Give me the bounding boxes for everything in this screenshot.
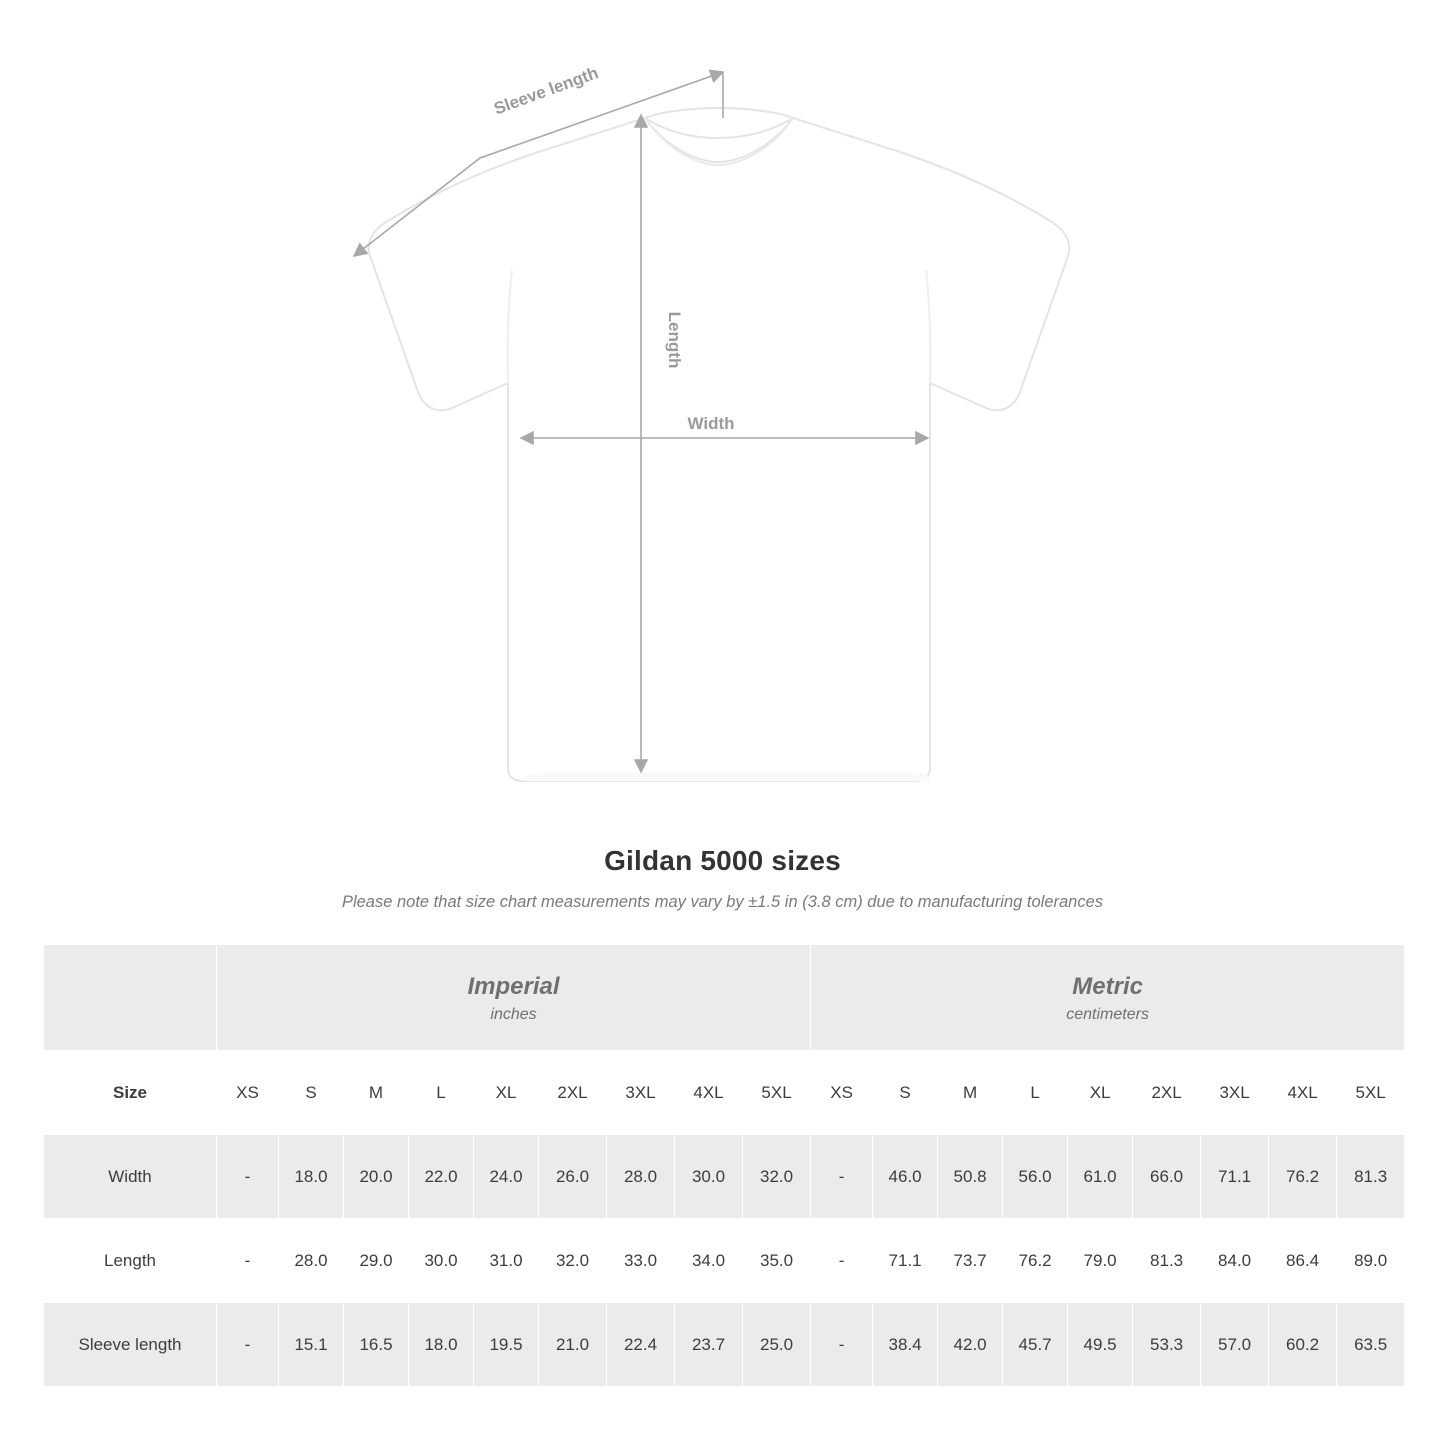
width-metric-m: 50.8: [938, 1135, 1003, 1219]
width-imperial-3xl: 28.0: [607, 1135, 675, 1219]
size-header-metric-m: M: [938, 1051, 1003, 1135]
sleeve-imperial-xs: -: [217, 1303, 279, 1387]
width-imperial-4xl: 30.0: [675, 1135, 743, 1219]
size-header-imperial-m: M: [344, 1051, 409, 1135]
length-metric-s: 71.1: [873, 1219, 938, 1303]
length-imperial-xl: 31.0: [474, 1219, 539, 1303]
width-metric-5xl: 81.3: [1337, 1135, 1405, 1219]
table-row: [44, 1135, 1405, 1219]
sleeve-metric-s: 38.4: [873, 1303, 938, 1387]
unit-metric-cell: [811, 945, 1405, 1051]
length-imperial-xs: -: [217, 1219, 279, 1303]
length-imperial-l: 30.0: [409, 1219, 474, 1303]
sleeve-imperial-4xl: 23.7: [675, 1303, 743, 1387]
length-imperial-s: 28.0: [279, 1219, 344, 1303]
width-imperial-2xl: 26.0: [539, 1135, 607, 1219]
unit-row-spacer: [44, 945, 217, 1051]
length-imperial-3xl: 33.0: [607, 1219, 675, 1303]
size-header-metric-2xl: 2XL: [1133, 1051, 1201, 1135]
row-label-width: Width: [44, 1135, 217, 1219]
size-header-imperial-xs: XS: [217, 1051, 279, 1135]
width-imperial-m: 20.0: [344, 1135, 409, 1219]
row-label-length: Length: [44, 1219, 217, 1303]
width-metric-s: 46.0: [873, 1135, 938, 1219]
width-metric-4xl: 76.2: [1269, 1135, 1337, 1219]
unit-metric-unit: centimeters: [1066, 1005, 1149, 1023]
size-header-imperial-l: L: [409, 1051, 474, 1135]
size-header-metric-4xl: 4XL: [1269, 1051, 1337, 1135]
size-header-label: Size: [44, 1051, 217, 1135]
sleeve-imperial-3xl: 22.4: [607, 1303, 675, 1387]
page-title: Gildan 5000 sizes: [604, 845, 841, 876]
tshirt-shape: [369, 108, 1069, 781]
size-header-row: [44, 1051, 1405, 1135]
sleeve-metric-3xl: 57.0: [1201, 1303, 1269, 1387]
size-header-imperial-2xl: 2XL: [539, 1051, 607, 1135]
unit-imperial-name: Imperial: [467, 972, 560, 1000]
size-header-imperial-5xl: 5XL: [743, 1051, 811, 1135]
size-header-imperial-3xl: 3XL: [607, 1051, 675, 1135]
size-header-imperial-s: S: [279, 1051, 344, 1135]
table-row: [44, 1219, 1405, 1303]
tolerance-note: Please note that size chart measurements may vary by ±1.5 in (3.8 cm) due to manufacturing tolerances: [341, 893, 1104, 911]
size-header-imperial-4xl: 4XL: [675, 1051, 743, 1135]
size-table-container: [43, 944, 1402, 1387]
width-metric-2xl: 66.0: [1133, 1135, 1201, 1219]
size-header-metric-l: L: [1003, 1051, 1068, 1135]
sleeve-length-label: Sleeve length: [491, 63, 601, 119]
unit-system-row: [44, 945, 1405, 1051]
row-label-sleeve-length: Sleeve length: [44, 1303, 217, 1387]
size-header-metric-xl: XL: [1068, 1051, 1133, 1135]
length-metric-3xl: 84.0: [1201, 1219, 1269, 1303]
unit-metric-name: Metric: [1072, 972, 1143, 1000]
size-header-imperial-xl: XL: [474, 1051, 539, 1135]
length-imperial-m: 29.0: [344, 1219, 409, 1303]
width-metric-xl: 61.0: [1068, 1135, 1133, 1219]
length-metric-l: 76.2: [1003, 1219, 1068, 1303]
width-metric-l: 56.0: [1003, 1135, 1068, 1219]
width-metric-3xl: 71.1: [1201, 1135, 1269, 1219]
length-imperial-2xl: 32.0: [539, 1219, 607, 1303]
sleeve-metric-5xl: 63.5: [1337, 1303, 1405, 1387]
length-metric-5xl: 89.0: [1337, 1219, 1405, 1303]
sleeve-imperial-m: 16.5: [344, 1303, 409, 1387]
unit-imperial-unit: inches: [490, 1005, 537, 1023]
length-imperial-4xl: 34.0: [675, 1219, 743, 1303]
width-imperial-l: 22.0: [409, 1135, 474, 1219]
size-header-metric-xs: XS: [811, 1051, 873, 1135]
length-metric-4xl: 86.4: [1269, 1219, 1337, 1303]
sleeve-imperial-l: 18.0: [409, 1303, 474, 1387]
length-metric-xs: -: [811, 1219, 873, 1303]
table-row: [44, 1303, 1405, 1387]
width-label: Width: [687, 414, 735, 433]
sleeve-metric-xs: -: [811, 1303, 873, 1387]
sleeve-metric-m: 42.0: [938, 1303, 1003, 1387]
sleeve-imperial-xl: 19.5: [474, 1303, 539, 1387]
length-metric-m: 73.7: [938, 1219, 1003, 1303]
size-header-metric-3xl: 3XL: [1201, 1051, 1269, 1135]
width-imperial-5xl: 32.0: [743, 1135, 811, 1219]
width-imperial-xl: 24.0: [474, 1135, 539, 1219]
length-metric-xl: 79.0: [1068, 1219, 1133, 1303]
length-metric-2xl: 81.3: [1133, 1219, 1201, 1303]
size-header-metric-s: S: [873, 1051, 938, 1135]
chart-header: [0, 845, 1445, 912]
sleeve-metric-xl: 49.5: [1068, 1303, 1133, 1387]
width-metric-xs: -: [811, 1135, 873, 1219]
size-header-metric-5xl: 5XL: [1337, 1051, 1405, 1135]
sleeve-imperial-2xl: 21.0: [539, 1303, 607, 1387]
sleeve-metric-2xl: 53.3: [1133, 1303, 1201, 1387]
sleeve-imperial-5xl: 25.0: [743, 1303, 811, 1387]
length-imperial-5xl: 35.0: [743, 1219, 811, 1303]
sleeve-imperial-s: 15.1: [279, 1303, 344, 1387]
length-label: Length: [665, 311, 684, 369]
sleeve-metric-l: 45.7: [1003, 1303, 1068, 1387]
unit-imperial-cell: [217, 945, 811, 1051]
size-chart-table: [43, 944, 1405, 1387]
width-imperial-xs: -: [217, 1135, 279, 1219]
width-imperial-s: 18.0: [279, 1135, 344, 1219]
sleeve-metric-4xl: 60.2: [1269, 1303, 1337, 1387]
